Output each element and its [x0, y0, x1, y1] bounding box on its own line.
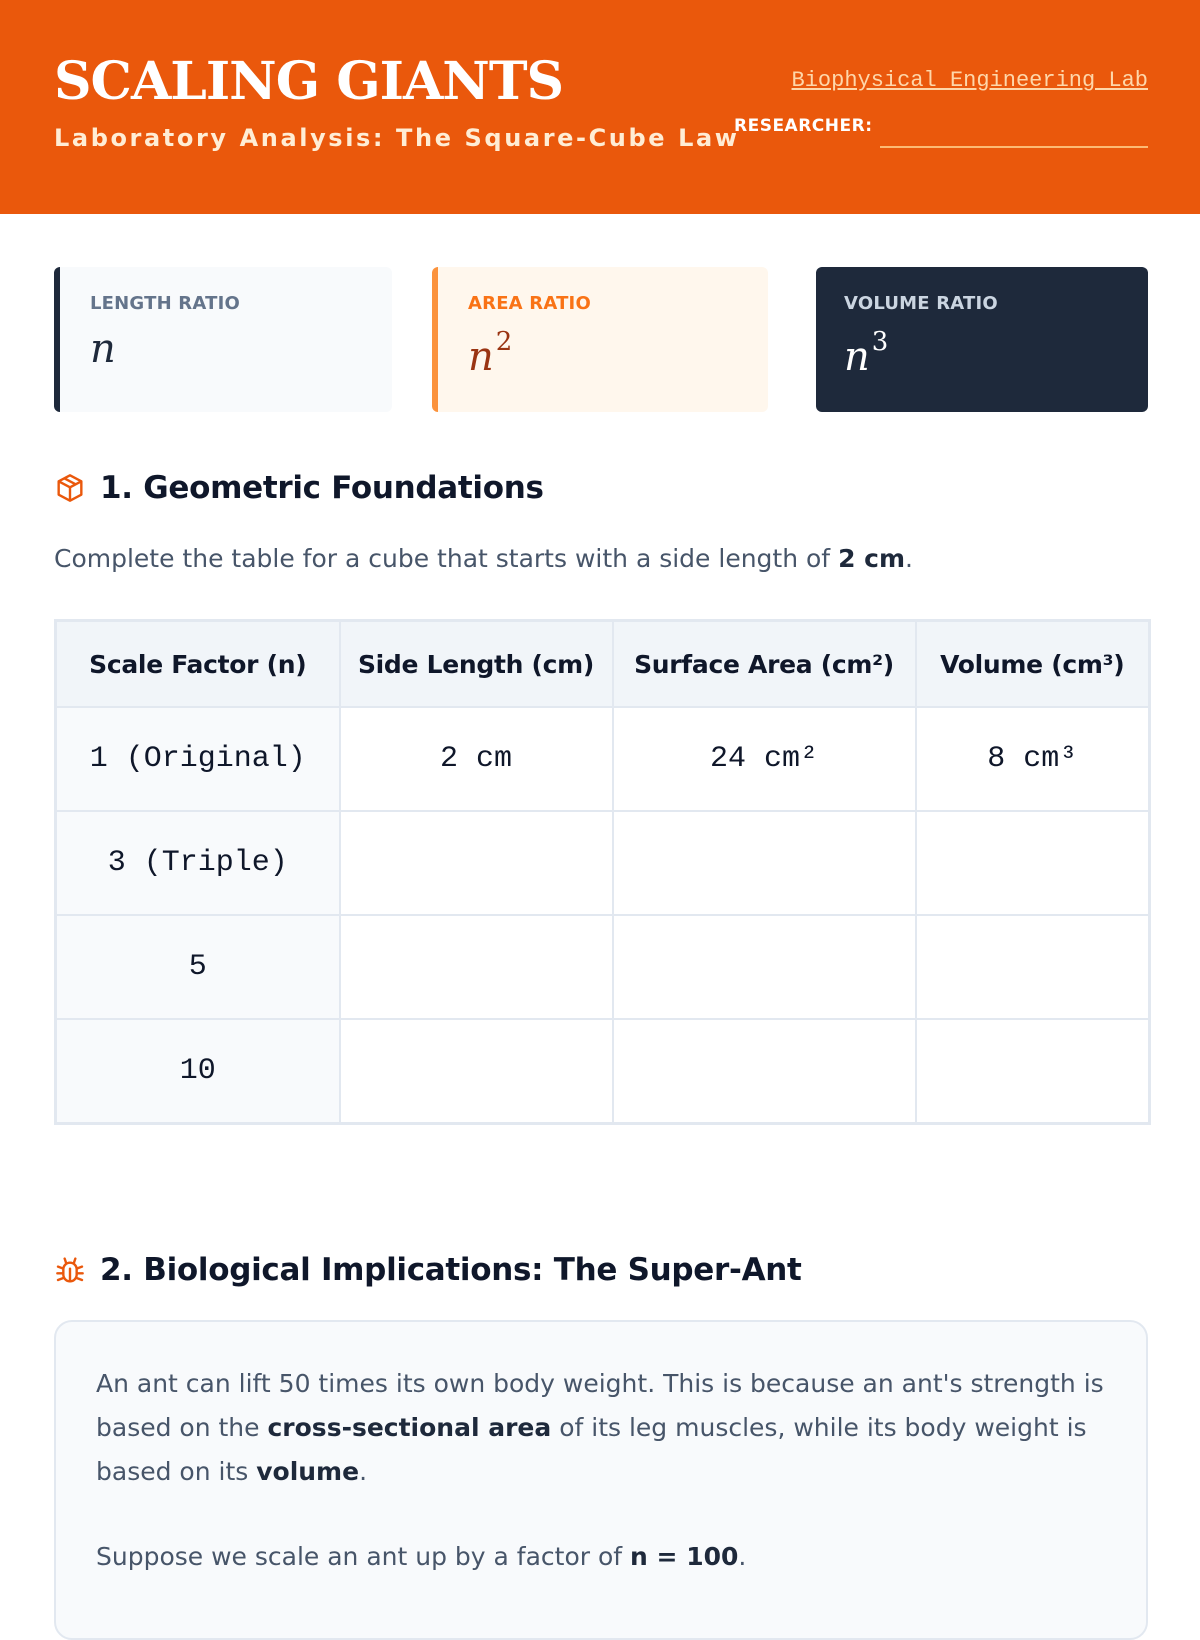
- area-ratio-formula: [468, 327, 738, 380]
- ant-text: An ant can lift 50 times its own body weight. This is because an ant's strength is based on the: [96, 1369, 1104, 1442]
- volume-ratio-label: VOLUME RATIO: [844, 293, 998, 314]
- table-cell-volume[interactable]: [916, 1019, 1150, 1124]
- ant-text-bold: volume: [256, 1456, 360, 1486]
- table-cell-area[interactable]: [613, 915, 916, 1019]
- table-cell-volume[interactable]: [916, 915, 1150, 1019]
- page-subtitle: Laboratory Analysis: The Square-Cube Law: [54, 124, 740, 152]
- length-ratio-formula: [90, 326, 362, 372]
- area-ratio-card: [432, 267, 768, 412]
- section2-title: 2. Biological Implications: The Super-Ant: [100, 1251, 802, 1288]
- table-cell-side[interactable]: [340, 1019, 613, 1124]
- intro-suffix: .: [905, 544, 913, 573]
- table-header: Side Length (cm): [340, 621, 613, 708]
- area-ratio-power: 2: [495, 327, 513, 357]
- ant-text: Suppose we scale an ant up by a factor of: [96, 1542, 631, 1572]
- table-cell-factor: 5: [56, 915, 340, 1019]
- cube-icon: [54, 472, 86, 504]
- table-row: [56, 707, 1150, 811]
- table-row: [56, 1019, 1150, 1124]
- researcher-input[interactable]: [880, 120, 1148, 148]
- bug-icon: [54, 1254, 86, 1286]
- ant-paragraph-1: [96, 1362, 1106, 1493]
- table-cell-area[interactable]: [613, 811, 916, 915]
- volume-ratio-base: n: [844, 334, 870, 380]
- table-header: Surface Area (cm²): [613, 621, 916, 708]
- table-cell-side[interactable]: [340, 811, 613, 915]
- length-ratio-label: LENGTH RATIO: [90, 293, 240, 314]
- scaling-table: [54, 619, 1151, 1125]
- table-header: Scale Factor (n): [56, 621, 340, 708]
- table-row: [56, 915, 1150, 1019]
- length-ratio-card: [54, 267, 392, 412]
- ant-text: .: [738, 1542, 747, 1572]
- section2-heading: [54, 1251, 802, 1288]
- table-row: [56, 811, 1150, 915]
- researcher-label: RESEARCHER:: [734, 116, 873, 136]
- table-cell-factor: 3 (Triple): [56, 811, 340, 915]
- page-title: SCALING GIANTS: [54, 51, 564, 112]
- ant-text: of its leg muscles, while its body weight is based on its: [96, 1412, 1087, 1486]
- table-header: Volume (cm³): [916, 621, 1150, 708]
- section1-heading: [54, 469, 544, 506]
- header-banner: [0, 0, 1200, 214]
- length-ratio-base: n: [90, 326, 116, 372]
- table-cell-factor: 10: [56, 1019, 340, 1124]
- area-ratio-label: AREA RATIO: [468, 293, 591, 314]
- table-cell-factor: 1 (Original): [56, 707, 340, 811]
- ant-text-bold: cross-sectional area: [267, 1412, 552, 1442]
- table-cell-side: 2 cm: [340, 707, 613, 811]
- volume-ratio-card: [816, 267, 1148, 412]
- table-cell-volume: 8 cm³: [916, 707, 1150, 811]
- volume-ratio-power: 3: [871, 327, 889, 357]
- scaling-table-wrapper: [54, 619, 1148, 1125]
- ant-paragraph-2: [96, 1535, 1106, 1579]
- intro-prefix: Complete the table for a cube that starts with a side length of: [54, 544, 839, 573]
- table-cell-volume[interactable]: [916, 811, 1150, 915]
- super-ant-box: [54, 1320, 1148, 1640]
- table-header-row: [56, 621, 1150, 708]
- lab-link[interactable]: Biophysical Engineering Lab: [791, 68, 1148, 93]
- volume-ratio-formula: [844, 327, 1118, 380]
- ant-text: .: [359, 1456, 368, 1486]
- area-ratio-base: n: [468, 334, 494, 380]
- table-cell-side[interactable]: [340, 915, 613, 1019]
- table-cell-area[interactable]: [613, 1019, 916, 1124]
- section1-intro: [54, 544, 913, 574]
- ant-text-bold: n = 100: [630, 1542, 739, 1572]
- intro-bold: 2 cm: [838, 544, 906, 573]
- section1-title: 1. Geometric Foundations: [100, 469, 544, 506]
- table-cell-area: 24 cm²: [613, 707, 916, 811]
